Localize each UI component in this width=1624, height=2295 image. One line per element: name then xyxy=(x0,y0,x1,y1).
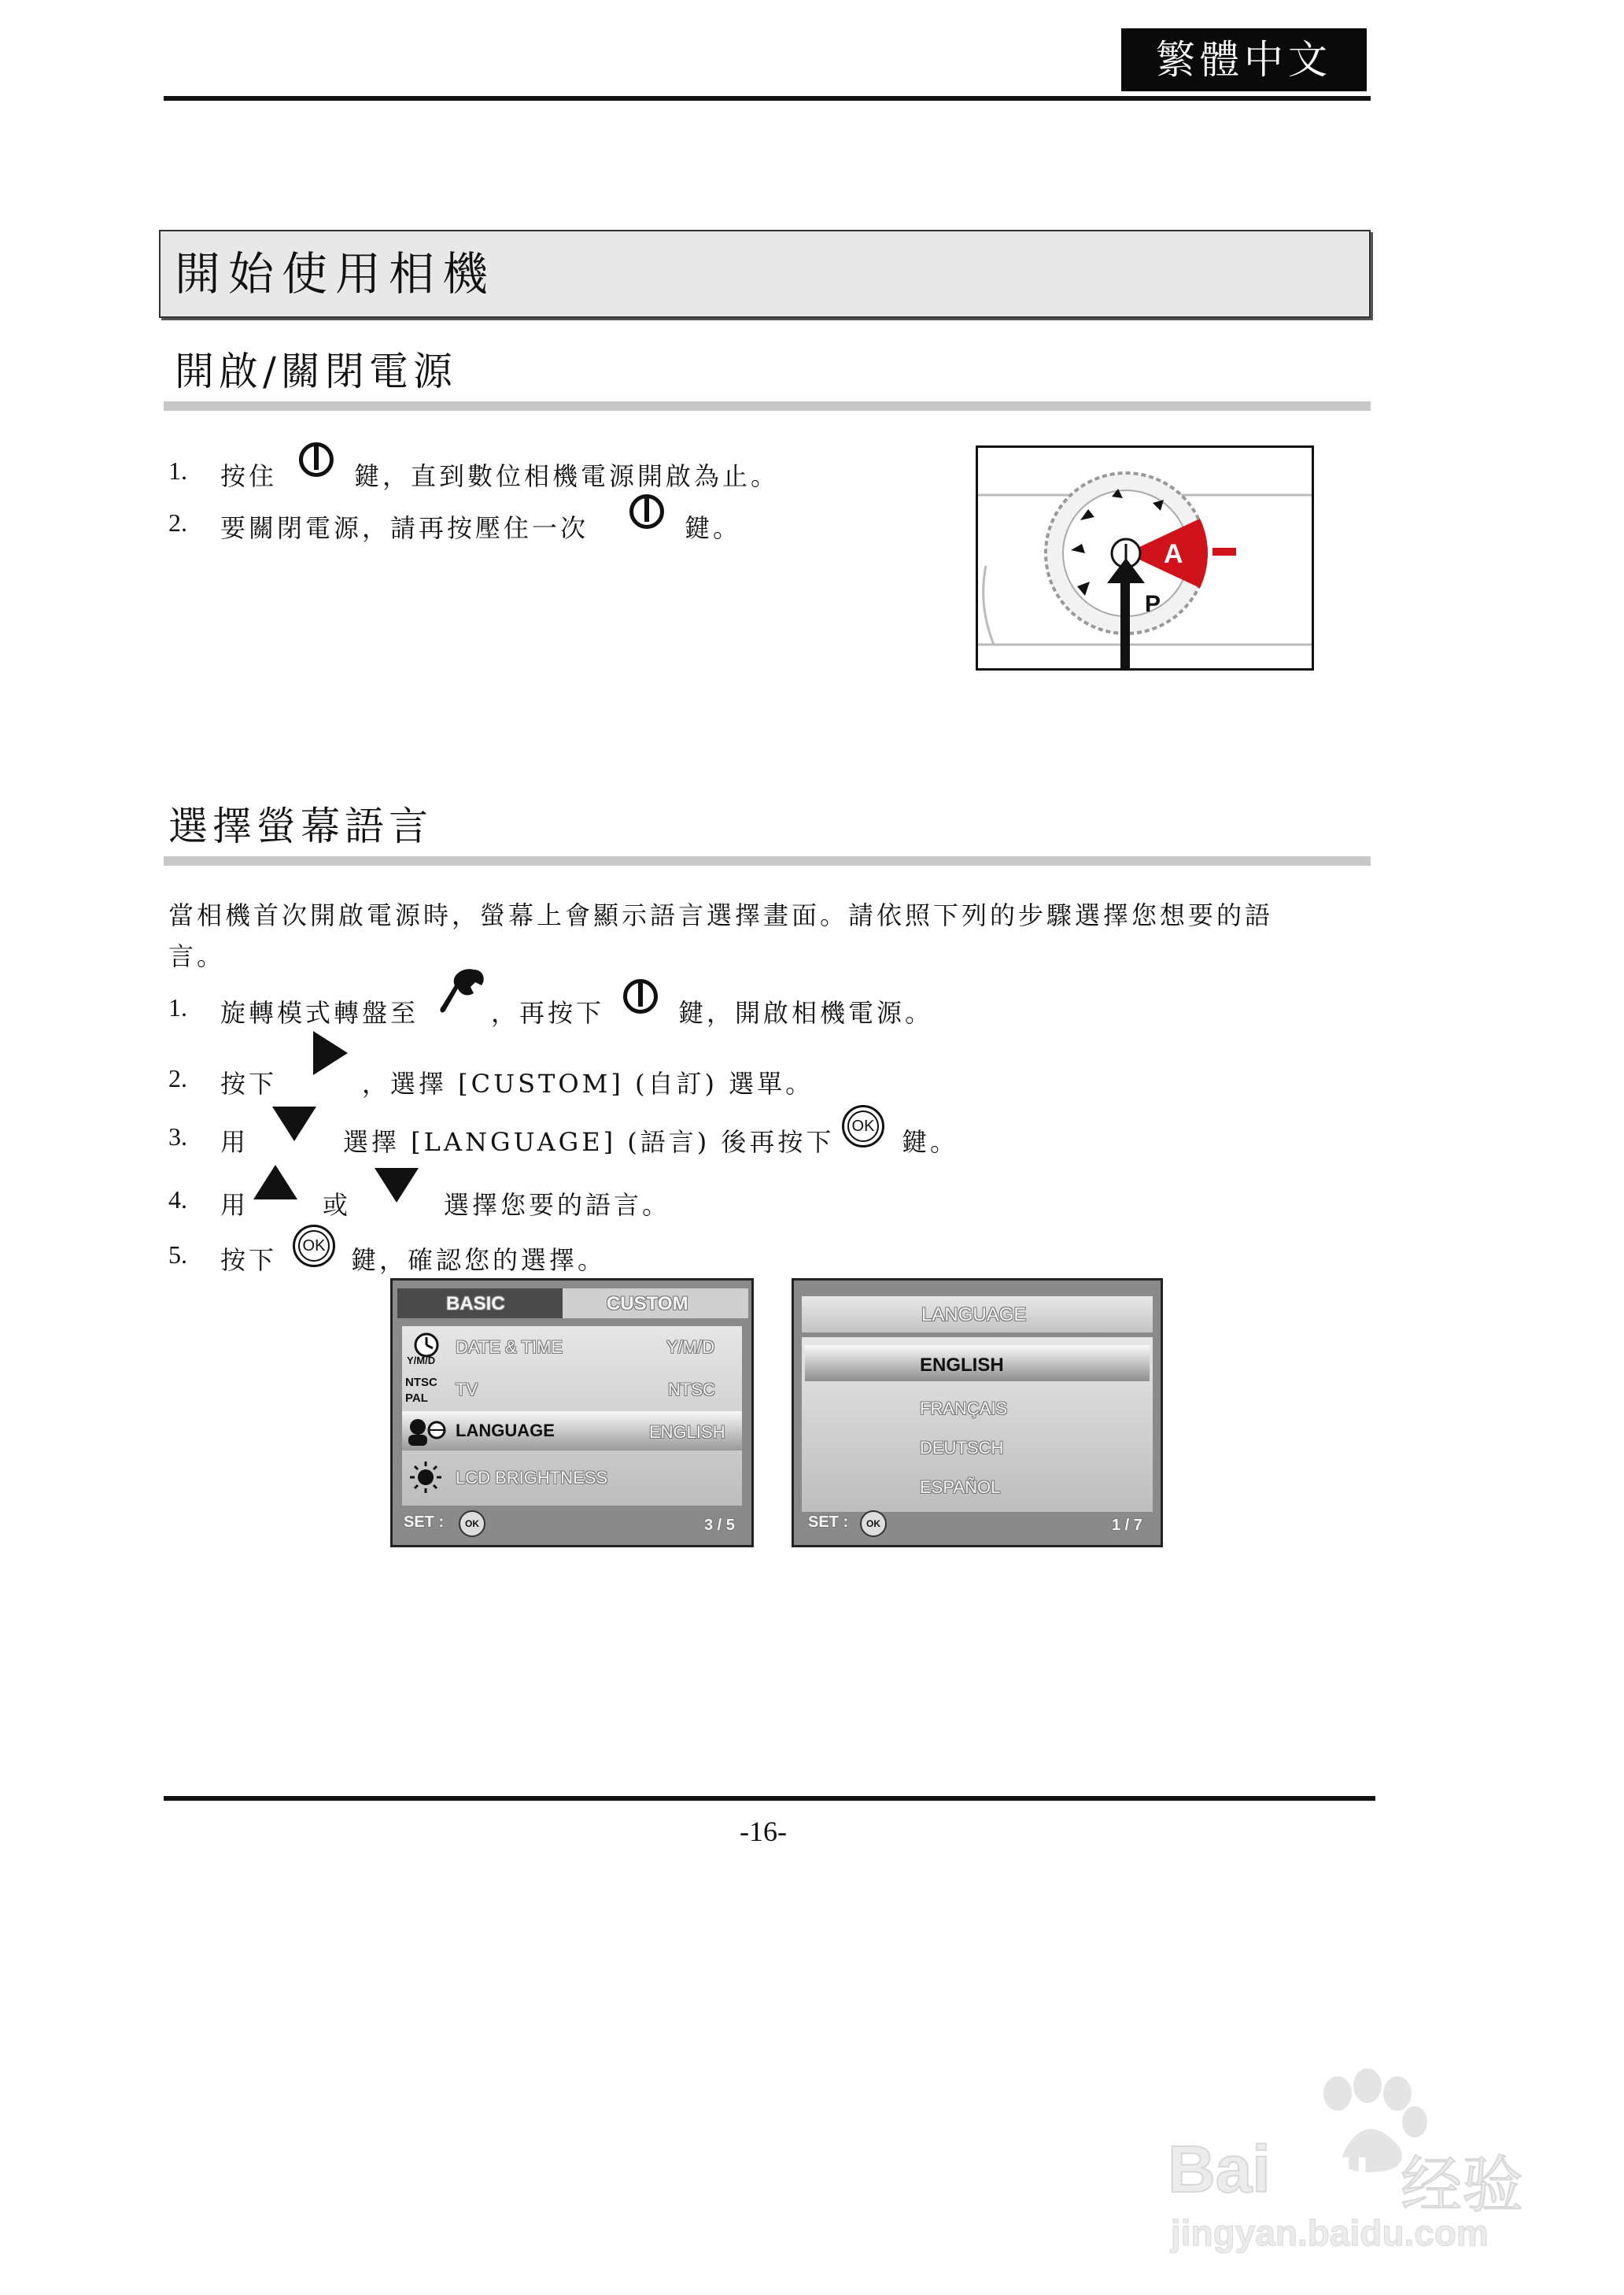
language-menu-title: LANGUAGE xyxy=(921,1304,1027,1325)
ok-button-icon xyxy=(459,1510,485,1537)
watermark-cn: 经验 xyxy=(1401,2150,1524,2221)
ok-label: OK xyxy=(866,1518,880,1529)
camera-dial-figure xyxy=(976,445,1314,671)
step-text: 選擇您要的語言。 xyxy=(444,1190,671,1220)
menu-row-label: TV xyxy=(456,1380,478,1399)
footer-set-label: SET : xyxy=(808,1513,849,1531)
section-divider xyxy=(164,856,1371,866)
step-text: 鍵。 xyxy=(902,1127,959,1157)
tab-basic-label: BASIC xyxy=(446,1293,505,1314)
lcd-setup-menu xyxy=(390,1278,754,1547)
down-arrow-icon xyxy=(272,1107,316,1141)
page-number: -16- xyxy=(740,1816,787,1847)
menu-row-label: LANGUAGE xyxy=(456,1421,555,1440)
menu-row-value: ENGLISH xyxy=(649,1422,725,1442)
language-option[interactable]: ENGLISH xyxy=(920,1354,1004,1376)
watermark-url: jingyan.baidu.com xyxy=(1171,2212,1489,2253)
step-text: 或 xyxy=(323,1190,352,1220)
step-text: 用 xyxy=(220,1127,249,1157)
right-arrow-icon xyxy=(313,1031,348,1075)
language-list xyxy=(802,1337,1153,1512)
ok-button-icon xyxy=(293,1225,335,1267)
language-section-title: 選擇螢幕語言 xyxy=(168,804,433,849)
step-text: 選擇 [LANGUAGE] (語言) 後再按下 xyxy=(343,1127,835,1157)
power-section-title: 開啟/關閉電源 xyxy=(175,349,457,394)
up-arrow-icon xyxy=(253,1165,297,1199)
menu-row-value: NTSC xyxy=(668,1380,715,1399)
ok-label: OK xyxy=(851,1118,875,1135)
step-text: 鍵。 xyxy=(685,513,742,543)
step-number: 2. xyxy=(168,1064,187,1092)
language-title-bar xyxy=(802,1296,1153,1332)
power-icon xyxy=(629,494,664,529)
tv-system-icon: NTSC PAL xyxy=(405,1376,437,1405)
intro-text: 當相機首次開啟電源時，螢幕上會顯示語言選擇畫面。請依照下列的步驟選擇您想要的語 xyxy=(168,900,1274,930)
dial-mode-a: A xyxy=(1164,539,1183,569)
power-icon xyxy=(299,442,334,477)
step-number: 4. xyxy=(168,1185,187,1214)
dial-mode-p: P xyxy=(1145,591,1161,617)
step-text: 旋轉模式轉盤至 xyxy=(220,998,419,1028)
watermark-brand-du: du xyxy=(1309,2140,1369,2194)
step-number: 1. xyxy=(168,993,187,1022)
step-number: 3. xyxy=(168,1122,187,1151)
ok-label: OK xyxy=(465,1518,479,1529)
step-text: 按下 xyxy=(220,1069,278,1099)
tab-custom-label: CUSTOM xyxy=(607,1293,688,1314)
step-number: 5. xyxy=(168,1240,187,1269)
step-text: ，選擇 [CUSTOM] (自訂) 選單。 xyxy=(362,1069,814,1099)
camera-dial-illustration xyxy=(978,448,1312,668)
brightness-icon xyxy=(408,1460,443,1495)
language-badge: 繁體中文 xyxy=(1121,28,1367,91)
footer-set-label: SET : xyxy=(404,1513,445,1531)
date-format-icon-text: Y/M/D xyxy=(407,1354,436,1366)
menu-row-label: LCD BRIGHTNESS xyxy=(456,1468,608,1488)
tab-basic xyxy=(397,1288,563,1318)
watermark-brand: Bai xyxy=(1168,2132,1271,2206)
language-icon xyxy=(407,1416,446,1447)
language-option[interactable]: FRANÇAIS xyxy=(920,1399,1008,1418)
language-option[interactable]: ESPAÑOL xyxy=(920,1477,1001,1497)
step-text: 鍵，確認您的選擇。 xyxy=(351,1245,607,1275)
language-option[interactable]: DEUTSCH xyxy=(920,1438,1004,1458)
step-number: 2. xyxy=(168,508,187,537)
page-indicator: 3 / 5 xyxy=(704,1517,735,1534)
step-number: 1. xyxy=(168,456,187,485)
ok-button-icon xyxy=(860,1510,887,1537)
step-text: 按下 xyxy=(220,1245,278,1275)
ok-label: OK xyxy=(302,1237,326,1255)
intro-text: 言。 xyxy=(168,941,226,971)
header-rule xyxy=(164,96,1371,101)
menu-list xyxy=(402,1326,742,1506)
chapter-title: 開始使用相機 xyxy=(175,247,496,301)
lcd-language-menu xyxy=(792,1278,1163,1547)
menu-row-label: DATE & TIME xyxy=(456,1337,563,1357)
power-icon xyxy=(623,979,658,1014)
wrench-icon xyxy=(439,966,488,1017)
step-text: 要關閉電源，請再按壓住一次 xyxy=(220,513,589,543)
menu-row-value: Y/M/D xyxy=(666,1337,715,1357)
step-text: 按住 xyxy=(220,461,278,491)
step-text: 鍵，開啟相機電源。 xyxy=(678,998,934,1028)
step-text: 用 xyxy=(220,1190,249,1220)
tab-custom xyxy=(563,1288,748,1318)
down-arrow-icon xyxy=(375,1168,419,1203)
ok-button-icon xyxy=(842,1105,884,1148)
baidu-watermark xyxy=(1164,2062,1574,2251)
section-divider xyxy=(164,401,1371,411)
footer-rule xyxy=(164,1796,1375,1801)
step-text: 鍵，直到數位相機電源開啟為止。 xyxy=(354,461,780,491)
step-text: ，再按下 xyxy=(491,998,605,1028)
page-indicator: 1 / 7 xyxy=(1112,1517,1142,1534)
